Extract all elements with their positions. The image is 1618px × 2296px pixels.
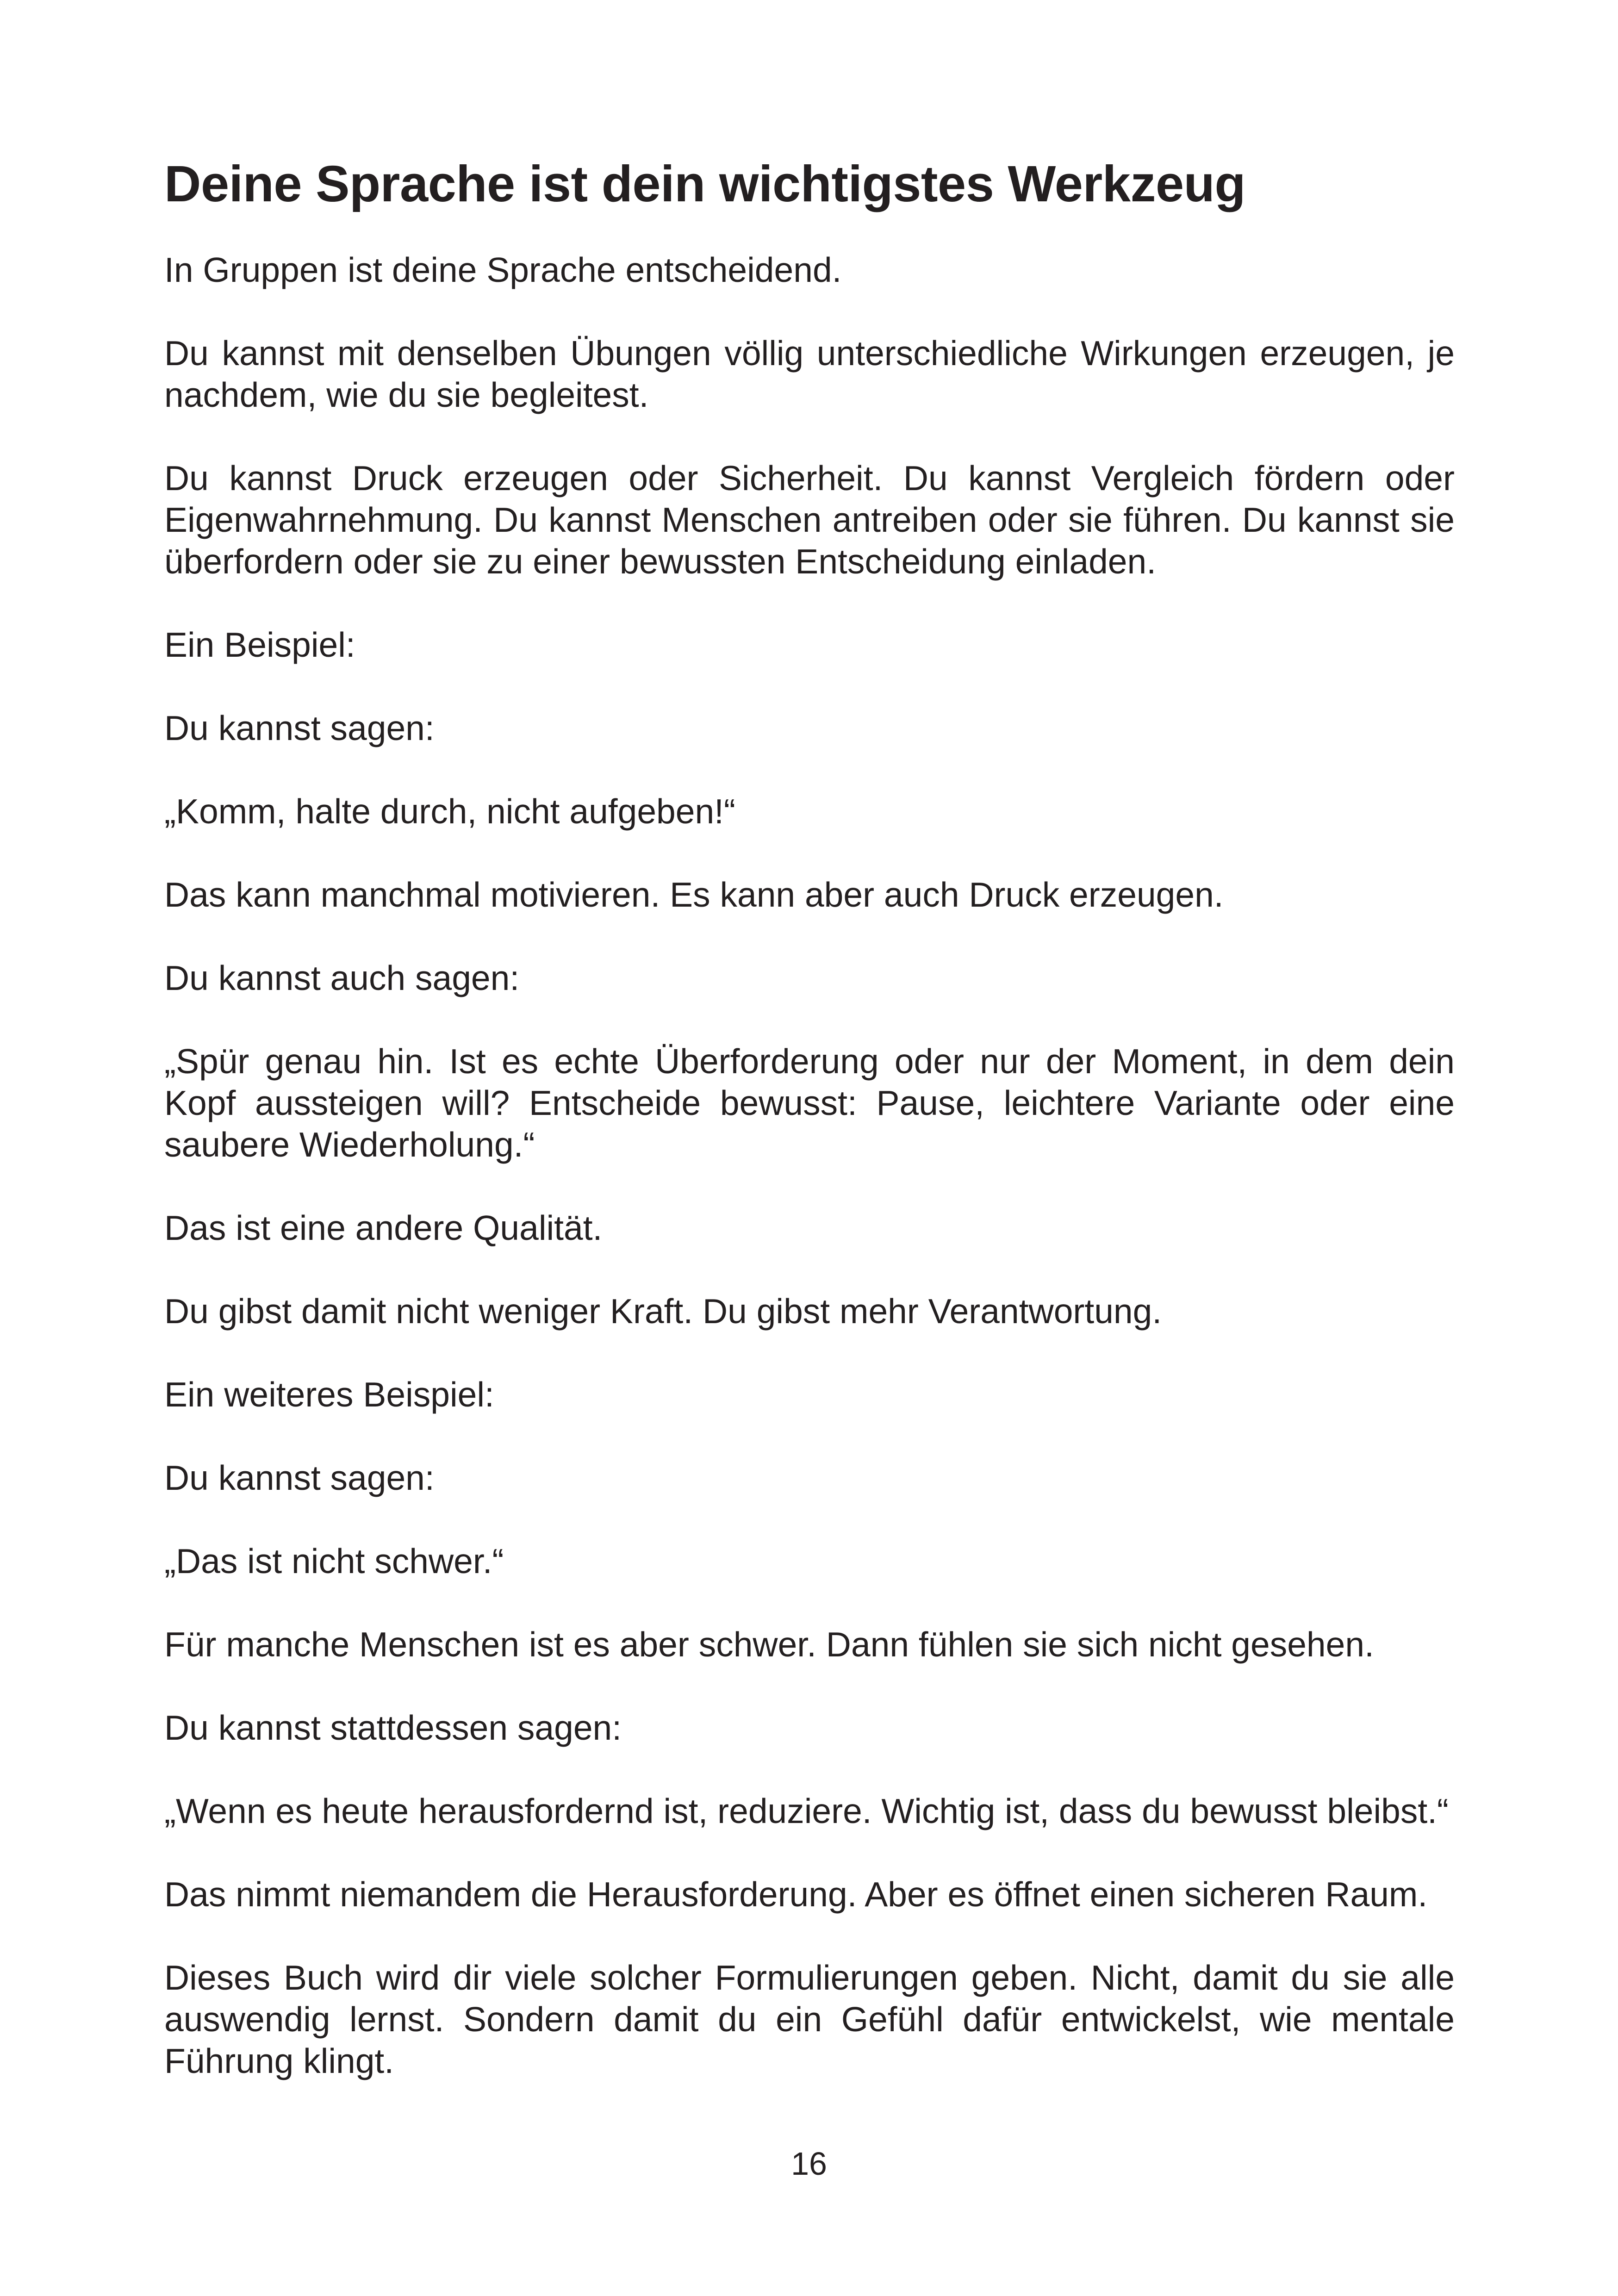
paragraph: Du kannst Druck erzeugen oder Sicherheit. Du kannst Vergleich fördern oder Eigenwahrnehmung. Du kannst Menschen antreiben oder sie führen. Du kannst sie überfordern oder sie zu einer bewussten Entscheidung einladen.	[164, 459, 1455, 581]
paragraph: Das ist eine andere Qualität.	[164, 1208, 603, 1247]
paragraph: Das nimmt niemandem die Herausforderung. Aber es öffnet einen sicheren Raum.	[164, 1875, 1428, 1914]
quote-paragraph: „Das ist nicht schwer.“	[164, 1542, 504, 1580]
page-content	[164, 147, 1455, 2082]
quote-paragraph: „Komm, halte durch, nicht aufgeben!“	[164, 792, 735, 831]
page-number: 16	[791, 2146, 827, 2182]
paragraph: Du kannst sagen:	[164, 709, 435, 747]
paragraph: Du kannst stattdessen sagen:	[164, 1708, 622, 1747]
paragraph: Ein Beispiel:	[164, 625, 355, 664]
paragraph: Du kannst sagen:	[164, 1458, 435, 1497]
paragraph: Du kannst mit denselben Übungen völlig unterschiedliche Wirkungen erzeugen, je nachdem, wie du sie begleitest.	[164, 334, 1455, 414]
paragraph: Das kann manchmal motivieren. Es kann aber auch Druck erzeugen.	[164, 875, 1224, 914]
paragraph: Du kannst auch sagen:	[164, 958, 520, 997]
paragraph: Für manche Menschen ist es aber schwer. Dann fühlen sie sich nicht gesehen.	[164, 1625, 1374, 1664]
paragraph: Du gibst damit nicht weniger Kraft. Du gibst mehr Verantwortung.	[164, 1292, 1162, 1331]
paragraph: In Gruppen ist deine Sprache entscheidend.	[164, 250, 842, 289]
paragraph: Ein weiteres Beispiel:	[164, 1375, 494, 1414]
paragraph: Dieses Buch wird dir viele solcher Formulierungen geben. Nicht, damit du sie alle auswendig lernst. Sondern damit du ein Gefühl dafür entwickelst, wie mentale Führung klingt.	[164, 1958, 1455, 2080]
quote-paragraph: „Wenn es heute herausfordernd ist, reduziere. Wichtig ist, dass du bewusst bleibst.“	[164, 1792, 1449, 1830]
page-title: Deine Sprache ist dein wichtigstes Werkzeug	[164, 156, 1246, 212]
quote-paragraph: „Spür genau hin. Ist es echte Überforderung oder nur der Moment, in dem dein Kopf aussteigen will? Entscheide bewusst: Pause, leichtere Variante oder eine saubere Wiederholung.“	[164, 1042, 1455, 1164]
